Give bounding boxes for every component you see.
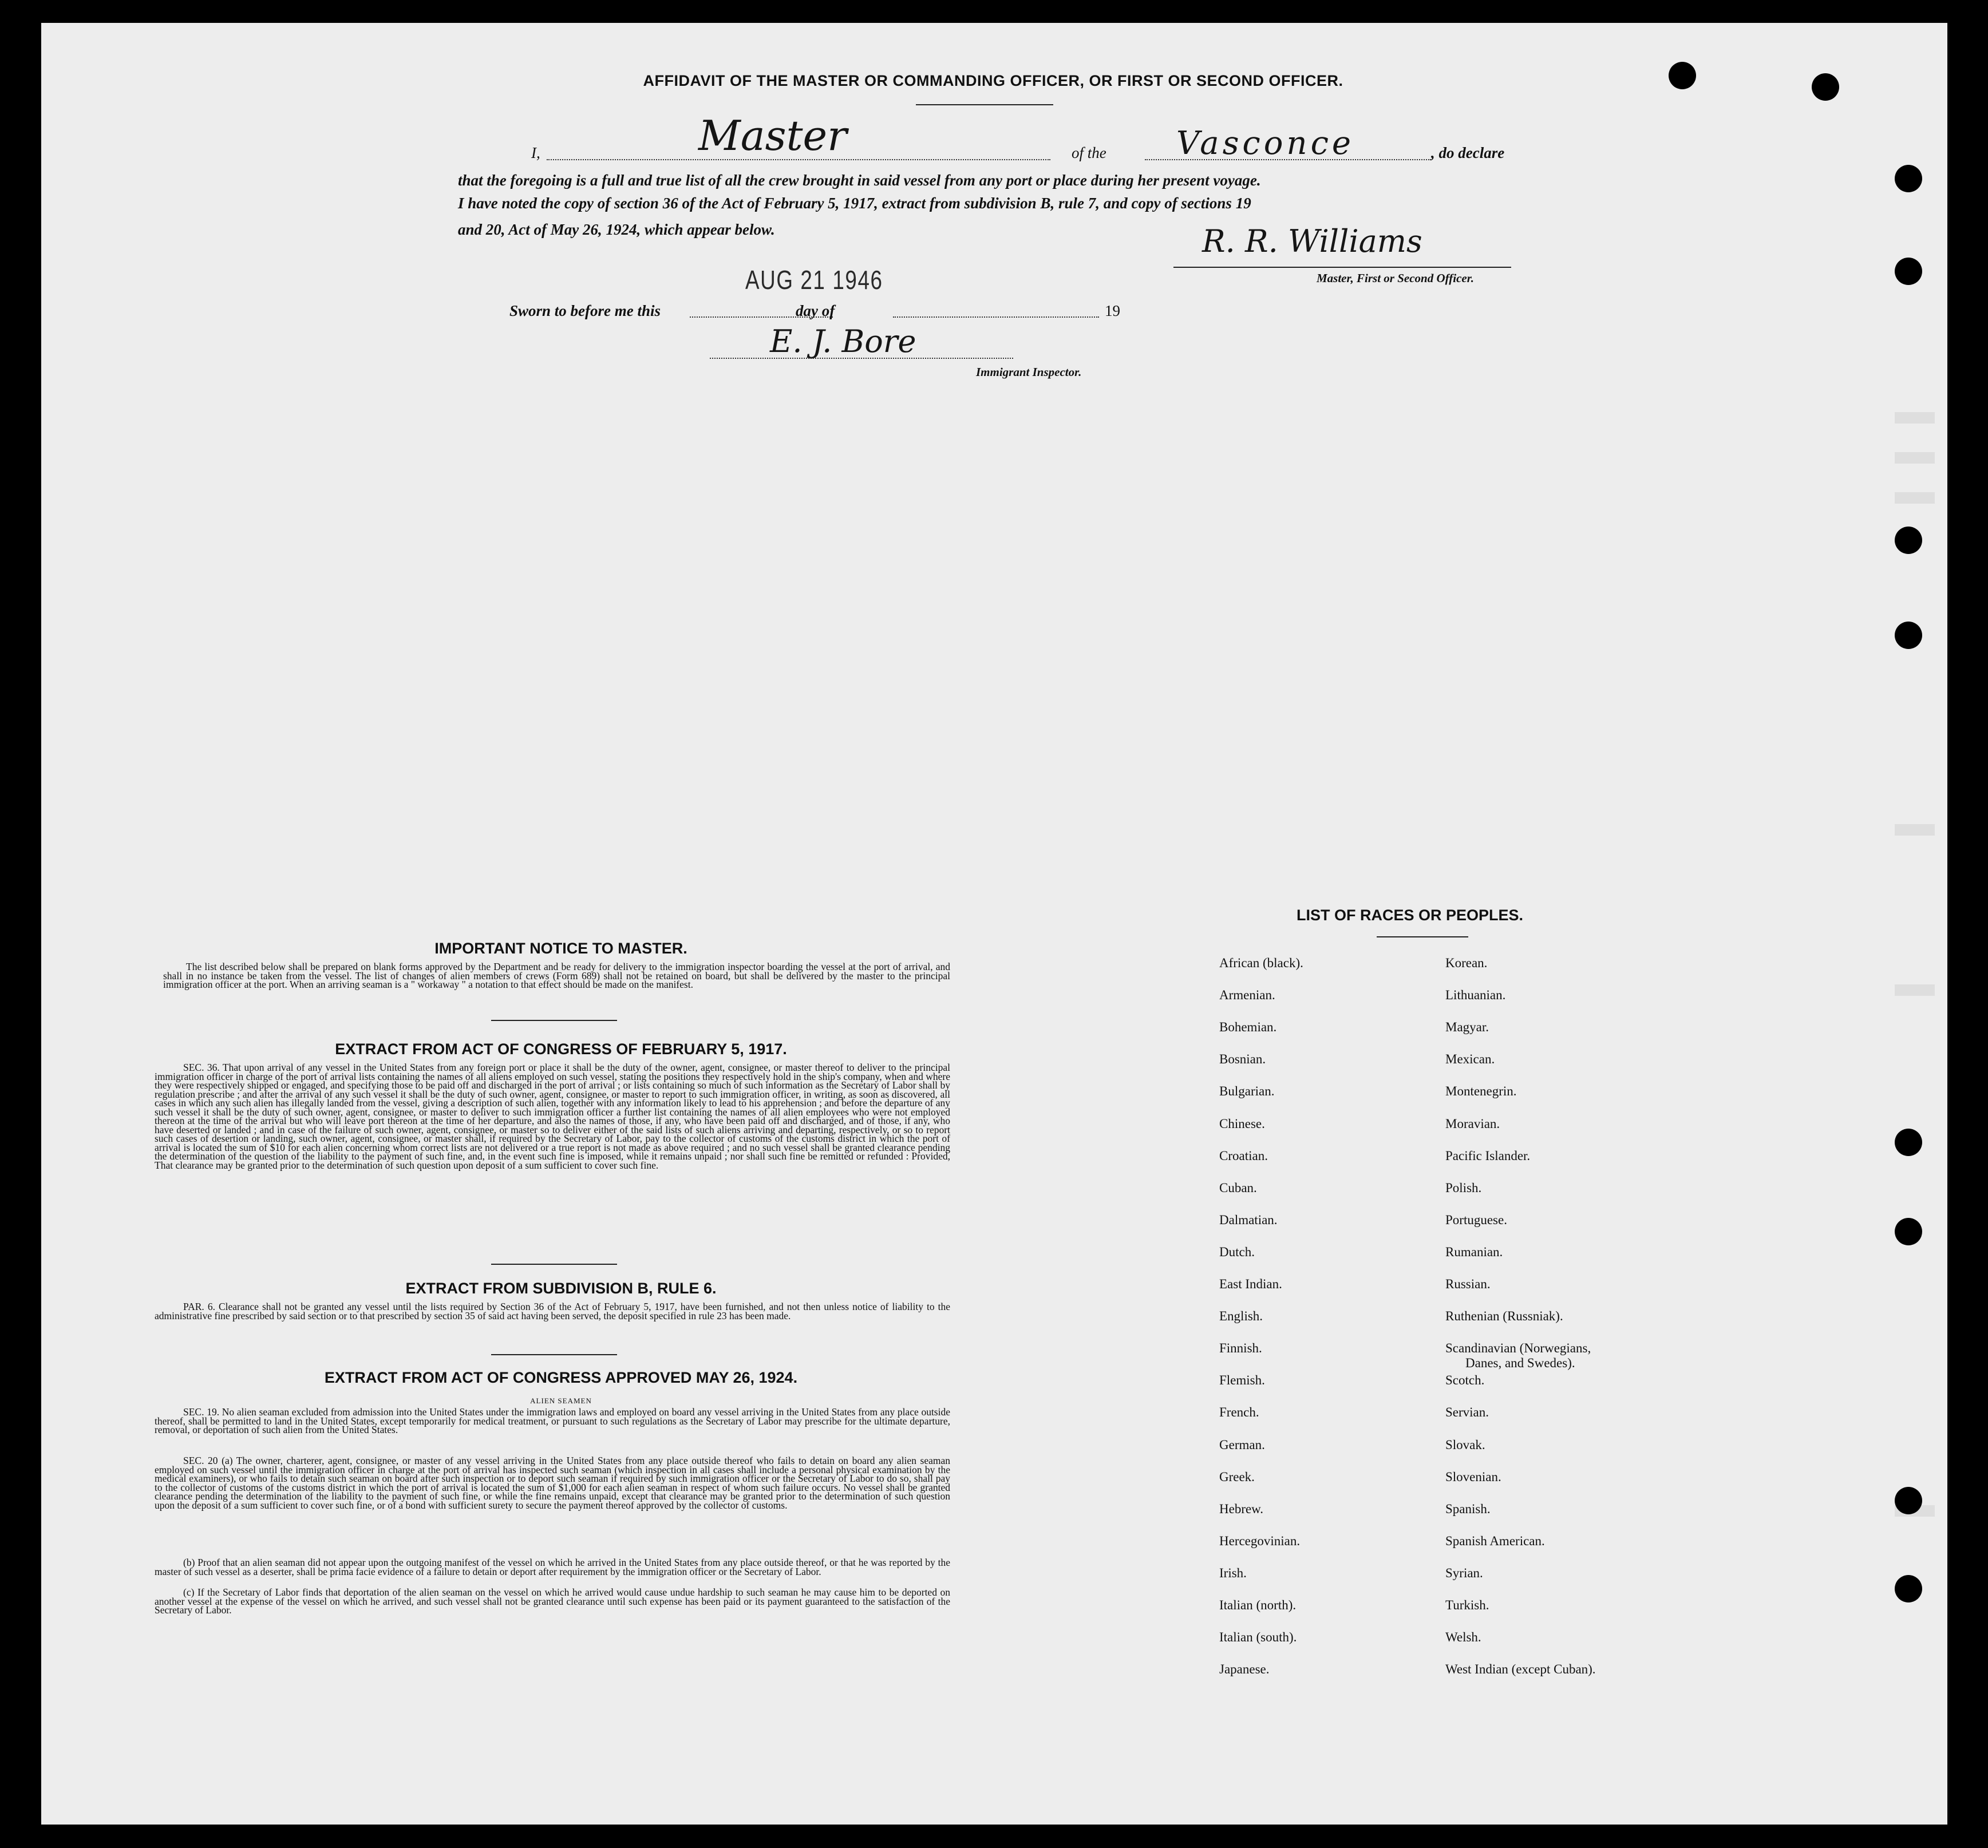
race-item: Bulgarian. — [1219, 1084, 1275, 1099]
race-item: Japanese. — [1219, 1662, 1270, 1677]
race-item: Ruthenian (Russniak). — [1445, 1309, 1563, 1324]
race-item: Hebrew. — [1219, 1501, 1264, 1516]
race-item: Moravian. — [1445, 1116, 1500, 1131]
divider — [491, 1264, 617, 1265]
race-item: Servian. — [1445, 1405, 1489, 1420]
sworn-label: Sworn to before me this — [509, 302, 661, 319]
affidavit-line-3: and 20, Act of May 26, 1924, which appear below. — [458, 221, 775, 238]
race-item: Mexican. — [1445, 1052, 1495, 1067]
race-item: Lithuanian. — [1445, 988, 1506, 1003]
race-item: Chinese. — [1219, 1116, 1265, 1131]
race-item: Greek. — [1219, 1469, 1255, 1484]
bleed-through-mark — [1895, 824, 1935, 836]
race-item: German. — [1219, 1437, 1265, 1452]
divider — [916, 104, 1053, 105]
races-title: LIST OF RACES OR PEOPLES. — [1297, 907, 1524, 924]
affidavit-title: AFFIDAVIT OF THE MASTER OR COMMANDING OFFICER, OR FIRST OR SECOND OFFICER. — [643, 72, 1343, 89]
race-item: Italian (south). — [1219, 1630, 1297, 1645]
extract-1924-sec-19: SEC. 19. No alien seaman excluded from admission into the United States under the immigration laws and employed on board any vessel arriving in the United States from any place outside thereof, shall be permitted to land in the United States, except temporarily for medical treatment, or pursuant to such regulations as the Secretary of Labor may prescribe for the ultimate departure, removal, or deportation of such alien from the United States. — [155, 1406, 950, 1435]
divider — [1377, 936, 1468, 937]
inspector-caption: Immigrant Inspector. — [976, 365, 1082, 379]
race-item: French. — [1219, 1405, 1259, 1420]
race-item: Dalmatian. — [1219, 1212, 1278, 1227]
punch-hole — [1895, 1129, 1922, 1156]
bleed-through-mark — [1895, 452, 1935, 464]
bleed-through-mark — [1895, 984, 1935, 996]
extract-1924-sec-20b: (b) Proof that an alien seaman did not appear upon the outgoing manifest of the vessel on which he arrived in the United States from any place outside thereof, or that he was reported by the master of such vessel as a deserter, shall be prima facie evidence of a failure to detain or deport after requirement by the immigration officer or the Secretary of Labor. — [155, 1557, 950, 1577]
punch-hole — [1895, 1487, 1922, 1514]
race-item: Cuban. — [1219, 1180, 1257, 1195]
race-item: Danes, and Swedes). — [1465, 1356, 1575, 1371]
handwritten-vessel: Vasconce — [1176, 125, 1355, 162]
race-item: West Indian (except Cuban). — [1445, 1662, 1596, 1677]
extract-1917-title: EXTRACT FROM ACT OF CONGRESS OF FEBRUARY 5, 1917. — [335, 1040, 787, 1058]
year-prefix: 19 — [1105, 302, 1120, 319]
notice-title: IMPORTANT NOTICE TO MASTER. — [434, 940, 687, 957]
inspector-signature: E. J. Bore — [770, 323, 916, 359]
extract-1924-sec-20a: SEC. 20 (a) The owner, charterer, agent, consignee, or master of any vessel arriving in the United States from any place outside thereof who fails to detain on board any alien seaman employed on such vessel until the immigration officer in charge at the port of arrival has inspected such seaman (which inspection in all cases shall include a personal physical examination by the medical examiners), or who fails to detain such seaman on board after such inspection or to deport such seaman if required by such immigration officer or the Secretary of Labor to do so, shall pay to the collector of customs of the customs district in which the port of arrival is located the sum of $1,000 for each alien seaman in respect of whom such failure occurs. No vessel shall be granted clearance pending the determination of the liability to the payment of such fine, or while the fine remains unpaid, except that clearance may be granted prior to the determination of such question upon the deposit of a sum sufficient to cover such fine, or of a bond with sufficient surety to secure the payment thereof approved by the collector of customs. — [155, 1455, 950, 1511]
race-item: Pacific Islander. — [1445, 1148, 1531, 1163]
race-item: Turkish. — [1445, 1598, 1489, 1612]
document-page — [41, 23, 1947, 1825]
punch-hole — [1812, 73, 1839, 101]
race-item: Russian. — [1445, 1277, 1491, 1291]
race-item: Bosnian. — [1219, 1052, 1266, 1067]
race-item: Portuguese. — [1445, 1212, 1507, 1227]
punch-hole — [1895, 165, 1922, 192]
race-item: African (black). — [1219, 956, 1303, 970]
sworn-month-line — [893, 316, 1099, 318]
race-item: Armenian. — [1219, 988, 1275, 1003]
race-item: Croatian. — [1219, 1148, 1268, 1163]
race-item: Slovenian. — [1445, 1469, 1501, 1484]
punch-hole — [1895, 527, 1922, 554]
punch-hole — [1895, 622, 1922, 649]
extract-1917-text: SEC. 36. That upon arrival of any vessel in the United States from any foreign port or place it shall be the duty of the owner, agent, consignee, or master thereof to deliver to the principal immigration officer in charge of the port of arrival lists containing the names of all aliens employed on such vessel, stating the positions they respectively hold in the ship's company, when and where they were respectively shipped or engaged, and specifying those to be paid off and discharged in the port of arrival ; or lists containing so much of such information as the Secretary of Labor shall by regulation prescribe ; and after the arrival of any such vessel it shall be the duty of such owner, agent, consignee, or master to report to such immigration officer, in writing, as soon as discovered, all cases in which any such alien has illegally landed from the vessel, giving a description of such alien, together with any information likely to lead to his apprehension ; and before the departure of any such vessel it shall be the duty of such owner, agent, consignee, or master to deliver to such immigration officer a further list containing the names of all alien employees who were not employed thereon at the time of the arrival but who will leave port thereon at the time of her departure, and also the names of those, if any, who have been paid off and discharged, and of those, if any, who have deserted or landed ; and in case of the failure of such owner, agent, consignee, or master so to deliver either of the said lists of such aliens arriving and departing, respectively, or so to report such cases of desertion or landing, such owner, agent, consignee, or master shall, if required by the Secretary of Labor, pay to the collector of customs of the customs district in which the port of arrival is located the sum of $10 for each alien concerning whom correct lists are not delivered or a true report is not made as above required ; and no such vessel shall be granted clearance pending the determination of the question of the liability to the payment of such fine, and, in the event such fine is imposed, while it remains unpaid ; nor shall such fine be remitted or refunded : Provided, That clearance may be granted prior to the determination of such question upon deposit of a sum sufficient to cover such fine. — [155, 1062, 950, 1171]
affidavit-i: I, — [531, 144, 540, 161]
race-item: Korean. — [1445, 956, 1488, 970]
race-item: Syrian. — [1445, 1565, 1483, 1580]
race-item: Italian (north). — [1219, 1598, 1297, 1612]
affidavit-do-declare: , do declare — [1431, 144, 1505, 161]
punch-hole — [1895, 258, 1922, 285]
race-item: Rumanian. — [1445, 1244, 1503, 1259]
affidavit-of-the: of the — [1072, 144, 1106, 161]
handwritten-name: Master — [698, 112, 847, 160]
race-item: Polish. — [1445, 1180, 1482, 1195]
rule-6-title: EXTRACT FROM SUBDIVISION B, RULE 6. — [405, 1280, 717, 1297]
race-item: Spanish American. — [1445, 1533, 1545, 1548]
affidavit-line-1: that the foregoing is a full and true list of all the crew brought in said vessel from any port or place during her present voyage. — [458, 172, 1261, 189]
race-item: Flemish. — [1219, 1373, 1265, 1388]
race-item: Welsh. — [1445, 1630, 1481, 1645]
extract-1924-title: EXTRACT FROM ACT OF CONGRESS APPROVED MAY 26, 1924. — [324, 1369, 798, 1386]
date-stamp: AUG 21 1946 — [745, 265, 883, 295]
race-item: Scotch. — [1445, 1373, 1485, 1388]
notice-text: The list described below shall be prepared on blank forms approved by the Department and be ready for delivery to the immigration inspector boarding the vessel at the port of arrival, and shall in no instance be taken from the vessel. The list of changes of alien members of crews (Form 689) shall not be retained on board, but shall be delivered by the master to the principal immigration officer at the port. When an arriving seaman is a " workaway " a notation to that effect should be made on the manifest. — [163, 961, 950, 990]
day-of-label: day of — [796, 302, 835, 319]
rule-6-text: PAR. 6. Clearance shall not be granted any vessel until the lists required by Section 36 of the Act of February 5, 1917, have been furnished, and not then unless notice of liability to the administrative fine prescribed by said section or to that prescribed by section 35 of said act having been served, the deposit specified in rule 23 has been made. — [155, 1301, 950, 1321]
race-item: English. — [1219, 1309, 1263, 1324]
signature-line — [1173, 267, 1511, 268]
extract-1924-sec-20c: (c) If the Secretary of Labor finds that deportation of the alien seaman on the vessel on which he arrived would cause undue hardship to such seaman he may cause him to be deported on another vessel at the expense of the vessel on which he arrived, and such vessel shall not be granted clearance until such expense has been paid or its payment guaranteed to the satisfaction of the Secretary of Labor. — [155, 1586, 950, 1616]
master-caption: Master, First or Second Officer. — [1317, 271, 1474, 285]
alien-seamen-subtitle: ALIEN SEAMEN — [530, 1396, 592, 1405]
master-signature: R. R. Williams — [1202, 223, 1422, 259]
race-item: Dutch. — [1219, 1244, 1255, 1259]
bleed-through-mark — [1895, 412, 1935, 424]
race-item: Montenegrin. — [1445, 1084, 1517, 1099]
race-item: Magyar. — [1445, 1020, 1489, 1035]
race-item: Finnish. — [1219, 1341, 1262, 1356]
race-item: Irish. — [1219, 1565, 1247, 1580]
race-item: East Indian. — [1219, 1277, 1282, 1291]
race-item: Scandinavian (Norwegians, — [1445, 1341, 1591, 1356]
race-item: Bohemian. — [1219, 1020, 1277, 1035]
race-item: Hercegovinian. — [1219, 1533, 1301, 1548]
punch-hole — [1895, 1218, 1922, 1245]
punch-hole — [1895, 1575, 1922, 1602]
punch-hole — [1669, 62, 1696, 89]
race-item: Spanish. — [1445, 1501, 1491, 1516]
affidavit-line-2: I have noted the copy of section 36 of the Act of February 5, 1917, extract from subdivision B, rule 7, and copy of sections 19 — [458, 195, 1251, 212]
race-item: Slovak. — [1445, 1437, 1485, 1452]
inspector-line — [710, 358, 1013, 359]
bleed-through-mark — [1895, 492, 1935, 504]
divider — [491, 1020, 617, 1021]
divider — [491, 1354, 617, 1355]
